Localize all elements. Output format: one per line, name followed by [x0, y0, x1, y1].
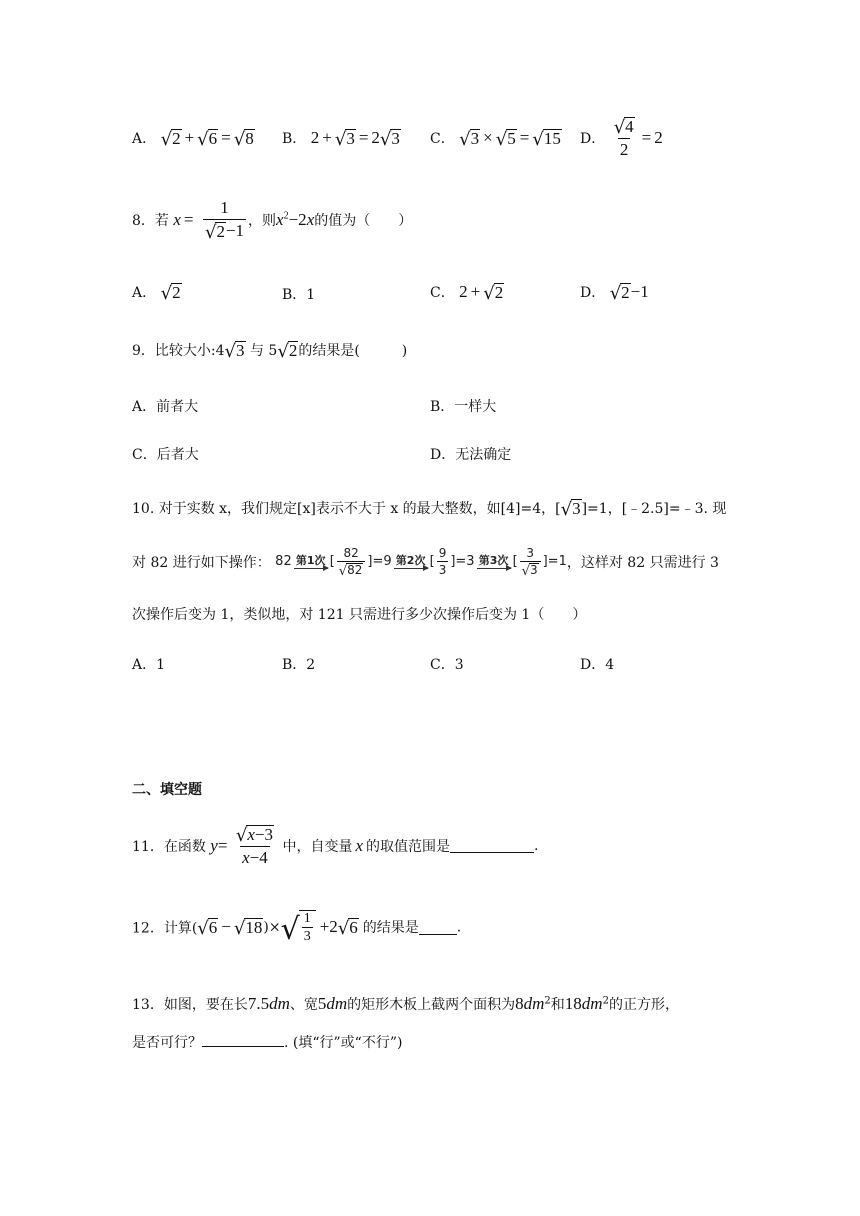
operation-sequence: 82 第1次 [ 82 √ 82 ]=9 第2次 [ $\frac{9}{3}$ ]=3 第3次 [ 3 √ 3 ]=1: [275, 546, 567, 579]
question-10-line-3: 次操作后变为 1，类似地，对 121 只需进行多少次操作后变为 1（ ）: [132, 607, 587, 623]
q7-option-c: C． √ 3 × √ 5 = √ 15: [430, 128, 561, 150]
question-10-line-2: 对 82 进行如下操作： 82 第1次 [ 82 √ 82 ]=9 第2次 [ $\frac{9}{3}$ ]=3 第3次 [ 3 √ 3 ]=1 ，这样对 82 只需进行 3: [132, 546, 719, 579]
q10-option-a: A．1: [132, 657, 166, 673]
answer-blank[interactable]: [419, 920, 457, 935]
q8-option-b: B．1: [282, 287, 316, 303]
q7-option-a: A． √ 2 + √ 6 = √ 8: [132, 128, 254, 150]
q9-option-d: D．无法确定: [430, 447, 512, 463]
arrow-right-icon: [477, 568, 511, 569]
question-13-line-2: 是否可行？ . (填“行”或“不行”): [132, 1032, 402, 1052]
q7-option-b: B． 2 + √ 3 = 2 √ 3: [282, 128, 400, 150]
q10-option-b: B．2: [282, 657, 316, 673]
question-8: 8．若 x = 1 √ 2 −1 ，则$x^2-2x$的值为（ ）: [132, 198, 413, 243]
q8-option-d: D． √ 2 −1: [580, 282, 649, 304]
answer-blank[interactable]: [202, 1032, 284, 1047]
question-12: 12．计算( √ 6 − √ 18 )× √ $\frac{1}{3}$ +2 √ 6 的结果是 .: [132, 911, 462, 947]
arrow-right-icon: [294, 568, 328, 569]
question-9: 9．比较大小:4 √ 3 与 5 √ 2 的结果是( ): [132, 340, 408, 362]
section-title: 二、填空题: [132, 782, 202, 798]
arrow-right-icon: [394, 568, 428, 569]
q10-option-c: C．3: [430, 657, 464, 673]
q9-option-a: A．前者大: [132, 399, 199, 415]
q9-option-b: B．一样大: [430, 399, 497, 415]
question-13-line-1: 13．如图，要在长7.5dm、宽5dm的矩形木板上截两个面积为$8dm^2$和$18dm^2$的正方形，: [132, 994, 679, 1013]
q10-option-d: D．4: [580, 657, 615, 673]
q8-option-c: C． 2 + √ 2: [430, 282, 504, 304]
question-10-line-1: 10. 对于实数 x，我们规定[x]表示不大于 x 的最大整数，如[4]=4，[ √ 3 ]=1，[﹣2.5]=﹣3. 现: [132, 498, 727, 520]
q9-option-c: C．后者大: [132, 447, 199, 463]
q7-option-d: D． √ 4 2 = 2: [580, 116, 663, 159]
answer-blank[interactable]: [450, 838, 534, 853]
q8-option-a: A． √ 2: [132, 282, 181, 304]
question-11: 11．在函数 y= √ x−3 x−4 中，自变量 x 的取值范围是 .: [132, 824, 539, 867]
